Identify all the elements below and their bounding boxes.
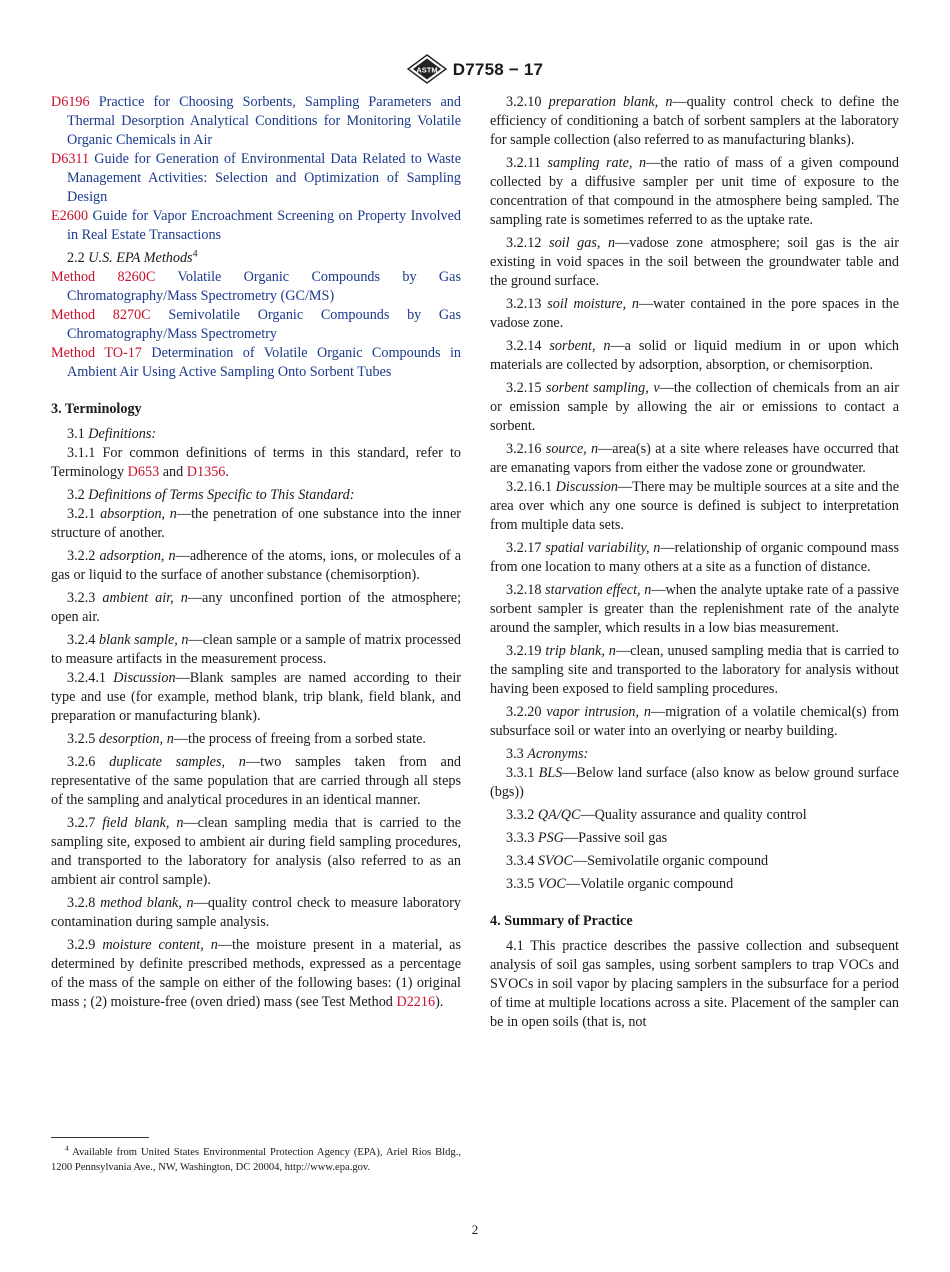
definition-3-2-4: 3.2.4 blank sample, n—clean sample or a sample of matrix processed to measure artifacts in the measurement process. <box>51 632 461 667</box>
reference-title[interactable]: Guide for Generation of Environmental Data Related to Waste Management Activities: Selection and Optimization of Sampling Design <box>67 151 462 205</box>
acronym-3-3-5: 3.3.5 VOC—Volatile organic compound <box>506 876 734 892</box>
link-d653[interactable]: D653 <box>127 464 160 480</box>
definition-3-2-14: 3.2.14 sorbent, n—a solid or liquid medium in or upon which materials are collected by adsorption, absorption, or chemisorption. <box>490 338 900 373</box>
definition-3-2-19: 3.2.19 trip blank, n—clean, unused sampling media that is carried to the sampling site and transported to the laboratory for analysis without having been exposed to field sampling procedures. <box>490 643 899 697</box>
definition-3-2-13: 3.2.13 soil moisture, n—water contained in the pore spaces in the vadose zone. <box>490 296 899 331</box>
footnote-text: Available from United States Environmental Protection Agency (EPA), Ariel Rios Bldg., 1200 Pennsylvania Ave., NW, Washington, DC 20004, http://www.epa.gov. <box>51 1147 461 1173</box>
definition-3-2-6: 3.2.6 duplicate samples, n—two samples taken from and representative of the same population that are carried through all steps of the sampling and analytical procedures in an identical manner. <box>51 754 462 808</box>
reference-code[interactable]: D6311 <box>51 151 90 167</box>
reference-title[interactable]: Volatile Organic Compounds by Gas Chromatography/Mass Spectrometry (GC/MS) <box>67 269 461 304</box>
acronym-3-3-3: 3.3.3 PSG—Passive soil gas <box>506 830 668 846</box>
acronym-3-3-4: 3.3.4 SVOC—Semivolatile organic compound <box>506 853 769 869</box>
document-code: D7758 − 17 <box>452 59 544 79</box>
reference-method-to17 <box>51 344 461 382</box>
reference-code[interactable]: Method 8270C <box>51 307 151 323</box>
definitions-heading: 3.1 Definitions: <box>67 426 157 442</box>
paragraph-4-1: 4.1 This practice describes the passive collection and subsequent analysis of soil gas samples, using sorbent samplers to trap VOCs and SVOCs in soil vapor by placing samplers in the subsurface for a period of time at multiple locations across a site. Placement of the sampler can be in open soils (that is, not <box>490 938 899 1030</box>
footnote-mark: 4 <box>65 1143 69 1153</box>
definition-3-2-20: 3.2.20 vapor intrusion, n—migration of a volatile chemical(s) from subsurface soil or water into an overlying or nearby building. <box>490 704 900 739</box>
acronym-3-3-2: 3.3.2 QA/QC—Quality assurance and quality control <box>506 807 807 823</box>
reference-d6311 <box>51 150 461 207</box>
reference-code[interactable]: D6196 <box>51 94 90 110</box>
left-column <box>51 93 461 1016</box>
discussion-3-2-16-1: 3.2.16.1 Discussion—There may be multiple sources at a site and the area over which any one source is defined is subject to interpretation from multiple data sets. <box>490 479 899 533</box>
reference-method-8270c <box>51 306 461 344</box>
reference-code[interactable]: E2600 <box>51 208 89 224</box>
definition-3-2-10: 3.2.10 preparation blank, n—quality control check to define the efficiency of conditioning a batch of sorbent samplers at the laboratory for sample collection (also referred to as manufacturing blanks). <box>490 94 899 148</box>
definition-3-2-2: 3.2.2 adsorption, n—adherence of the atoms, ions, or molecules of a gas or liquid to the surface of another substance (chemisorption). <box>51 548 461 583</box>
reference-title[interactable]: Practice for Choosing Sorbents, Sampling Parameters and Thermal Desorption Analytical Conditions for Monitoring Volatile Organic Chemicals in Air <box>67 94 461 148</box>
footnote <box>51 1145 461 1175</box>
footnote-divider <box>51 1137 149 1138</box>
definition-3-2-16: 3.2.16 source, n—area(s) at a site where releases have occurred that are emanating vapors from either the vadose zone or groundwater. <box>490 441 900 476</box>
link-d1356[interactable]: D1356 <box>186 464 226 480</box>
acronyms-heading: 3.3 Acronyms: <box>506 746 589 762</box>
reference-method-8260c <box>51 268 461 306</box>
page-number: 2 <box>471 1222 479 1237</box>
discussion-3-2-4-1: 3.2.4.1 Discussion—Blank samples are named according to their type and use (for example, method blank, trip blank, field blank, and preparation or manufacturing blank). <box>51 670 462 724</box>
reference-d6196 <box>51 93 461 150</box>
definition-3-2-1: 3.2.1 absorption, n—the penetration of one substance into the inner structure of another. <box>51 506 461 541</box>
reference-e2600 <box>51 207 461 245</box>
link-d2216[interactable]: D2216 <box>396 994 436 1010</box>
astm-logo <box>407 54 447 84</box>
epa-methods-heading: 2.2 U.S. EPA Methods$^4$ <box>67 248 198 266</box>
definition-3-2-9: 3.2.9 moisture content, n—the moisture present in a material, as determined by definite prescribed methods, expressed as a percentage of the mass of the sample on either of the following bases: (1) original mass ; (2) moisture-free (oven dried) mass (see Test Method D2216). <box>51 937 462 1010</box>
definition-3-2-11: 3.2.11 sampling rate, n—the ratio of mass of a given compound collected by a diffusive sampler per unit time of exposure to the concentration of that compound in the atmosphere being sampled. The sampling rate is sometimes referred to as the uptake rate. <box>490 155 899 228</box>
definition-3-2-18: 3.2.18 starvation effect, n—when the analyte uptake rate of a passive sorbent sampler is greater than the replenishment rate of the analyte around the sampler, which results in a low bias measurement. <box>490 582 900 636</box>
definition-3-2-12: 3.2.12 soil gas, n—vadose zone atmosphere; soil gas is the air existing in void spaces in the soil between the groundwater table and the ground surface. <box>490 235 900 289</box>
reference-title[interactable]: Determination of Volatile Organic Compounds in Ambient Air Using Active Sampling Onto Sorbent Tubes <box>67 345 461 380</box>
definition-3-2-17: 3.2.17 spatial variability, n—relationship of organic compound mass from one location to many others at a site as a function of distance. <box>490 540 900 575</box>
acronym-3-3-1: 3.3.1 BLS—Below land surface (also know as below ground surface (bgs)) <box>490 765 900 800</box>
reference-title[interactable]: Semivolatile Organic Compounds by Gas Chromatography/Mass Spectrometry <box>67 307 461 342</box>
section-4-heading: 4. Summary of Practice <box>490 913 633 929</box>
reference-title[interactable]: Guide for Vapor Encroachment Screening on Property Involved in Real Estate Transactions <box>67 208 461 243</box>
reference-code[interactable]: Method 8260C <box>51 269 156 285</box>
page-header <box>0 54 950 84</box>
paragraph-3-1-1: 3.1.1 For common definitions of terms in this standard, refer to Terminology D653 and D1356. <box>51 445 461 480</box>
definition-3-2-15: 3.2.15 sorbent sampling, v—the collection of chemicals from an air or emission sample by allowing the air or emissions to contact a sorbent. <box>490 380 899 434</box>
specific-definitions-heading: 3.2 Definitions of Terms Specific to This Standard: <box>67 487 355 503</box>
reference-code[interactable]: Method TO-17 <box>51 345 142 361</box>
definition-3-2-5: 3.2.5 desorption, n—the process of freeing from a sorbed state. <box>67 731 426 747</box>
definition-3-2-7: 3.2.7 field blank, n—clean sampling media that is carried to the sampling site, exposed to ambient air during field sampling procedures, and transported to the laboratory for analysis (also referred to as an ambient air control sample). <box>51 815 461 888</box>
section-3-heading: 3. Terminology <box>51 401 142 417</box>
right-column <box>490 93 899 1036</box>
svg-text:ASTM: ASTM <box>416 65 438 75</box>
definition-3-2-3: 3.2.3 ambient air, n—any unconfined portion of the atmosphere; open air. <box>51 590 462 625</box>
definition-3-2-8: 3.2.8 method blank, n—quality control check to measure laboratory contamination during sample analysis. <box>51 895 461 930</box>
